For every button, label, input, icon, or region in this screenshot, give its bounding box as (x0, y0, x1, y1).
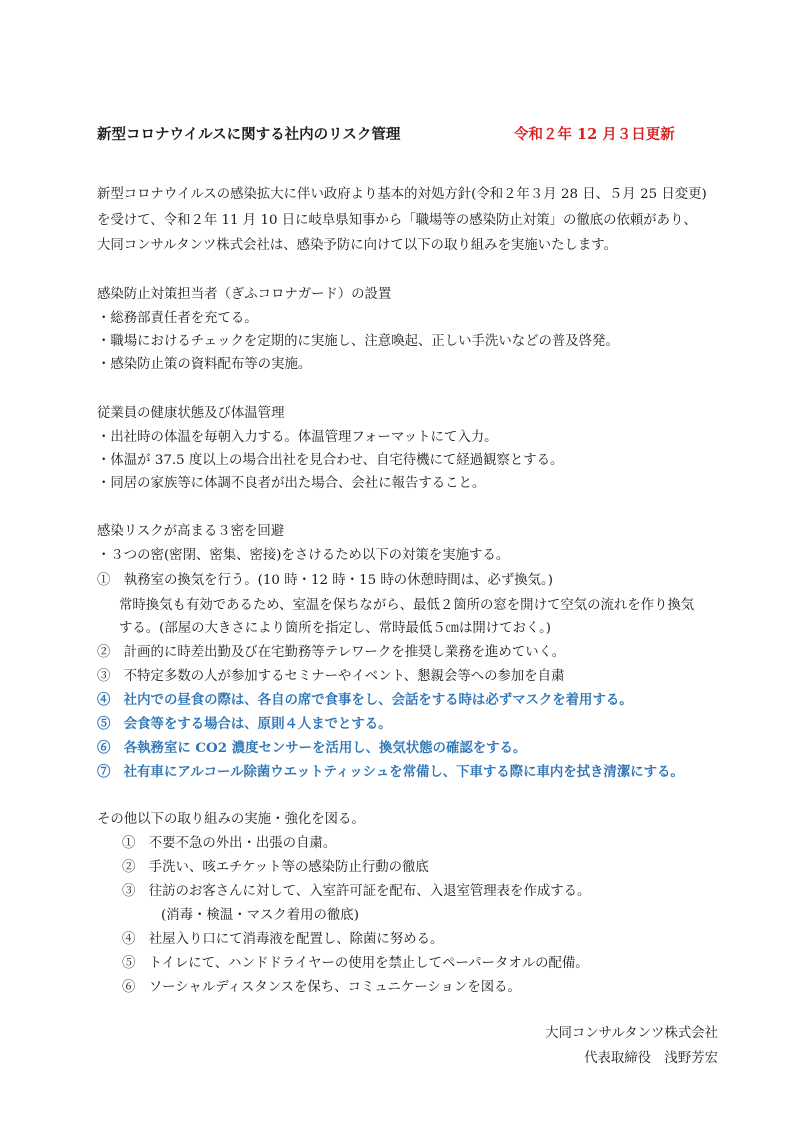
section1-item-1: ・総務部責任者を充てる。 (97, 311, 258, 326)
section1-heading: 感染防止対策担当者（ぎふコロナガード）の設置 (97, 287, 392, 302)
section3-item-6: ⑥ 各執務室に CO2 濃度センサーを活用し、換気状態の確認をする。 (97, 740, 527, 756)
section3-item-2: ② 計画的に時差出勤及び在宅勤務等テレワークを推奨し業務を進めていく。 (97, 645, 566, 660)
section3-item-5: ⑤ 会食等をする場合は、原則４人までとする。 (97, 716, 392, 732)
section4-item-4: ④ 社屋入り口にて消毒液を配置し、除菌に努める。 (122, 932, 444, 947)
section4-heading: その他以下の取り組みの実施・強化を図る。 (97, 812, 365, 827)
section3-subheading: ・３つの密(密閉、密集、密接)をさけるため以下の対策を実施する。 (97, 548, 510, 563)
section4-item-6: ⑥ ソーシャルディスタンスを保ち、コミュニケーションを図る。 (122, 980, 521, 995)
section2-item-3: ・同居の家族等に体調不良者が出た場合、会社に報告すること。 (97, 476, 486, 491)
section3-item-1-continued-2: する。(部屋の大きさにより箇所を指定し、常時最低５㎝は開けておく。) (119, 621, 551, 636)
intro-line-1: 新型コロナウイルスの感染拡大に伴い政府より基本的対処方針(令和２年３月 28 日、５月 25 日変更) (97, 187, 707, 202)
section4-item-3-continued: (消毒・検温・マスク着用の徹底) (161, 908, 359, 923)
intro-line-2: を受けて、令和２年 11 月 10 日に岐阜県知事から「職場等の感染防止対策」の徹底の依頼があり、 (97, 213, 697, 228)
section3-item-3: ③ 不特定多数の人が参加するセミナーやイベント、懇親会等への参加を自粛 (97, 669, 565, 684)
section3-item-1: ① 執務室の換気を行う。(10 時・12 時・15 時の休憩時間は、必ず換気。) (97, 573, 553, 588)
section4-item-3: ③ 往訪のお客さんに対して、入室許可証を配布、入退室管理表を作成する。 (122, 884, 591, 899)
section3-item-1-continued: 常時換気も有効であるため、室温を保ちながら、最低２箇所の窓を開けて空気の流れを作り換気 (119, 598, 695, 613)
section3-heading: 感染リスクが高まる３密を回避 (97, 524, 285, 539)
section3-item-7: ⑦ 社有車にアルコール除菌ウエットティッシュを常備し、下車する際に車内を拭き清潔にする。 (97, 764, 684, 780)
section2-item-2: ・体温が 37.5 度以上の場合出社を見合わせ、自宅待機にて経過観察とする。 (97, 453, 564, 468)
section1-item-3: ・感染防止策の資料配布等の実施。 (97, 357, 312, 372)
intro-line-3: 大同コンサルタンツ株式会社は、感染予防に向けて以下の取り組みを実施いたします。 (97, 238, 617, 253)
signature-company: 大同コンサルタンツ株式会社 (545, 1026, 718, 1041)
section2-heading: 従業員の健康状態及び体温管理 (97, 406, 285, 421)
section1-item-2: ・職場におけるチェックを定期的に実施し、注意喚起、正しい手洗いなどの普及啓発。 (97, 334, 619, 349)
section2-item-1: ・出社時の体温を毎朝入力する。体温管理フォーマットにて入力。 (97, 430, 498, 445)
document-title: 新型コロナウイルスに関する社内のリスク管理 (97, 126, 401, 143)
section4-item-1: ① 不要不急の外出・出張の自粛。 (122, 836, 337, 851)
update-date: 令和２年 12 月３日更新 (514, 126, 675, 143)
signature-representative: 代表取締役 浅野芳宏 (584, 1051, 718, 1066)
section4-item-5: ⑤ トイレにて、ハンドドライヤーの使用を禁止してペーパータオルの配備。 (122, 956, 589, 971)
section3-item-4: ④ 社内での昼食の際は、各自の席で食事をし、会話をする時は必ずマスクを着用する。 (97, 692, 633, 708)
section4-item-2: ② 手洗い、咳エチケット等の感染防止行動の徹底 (122, 860, 429, 875)
